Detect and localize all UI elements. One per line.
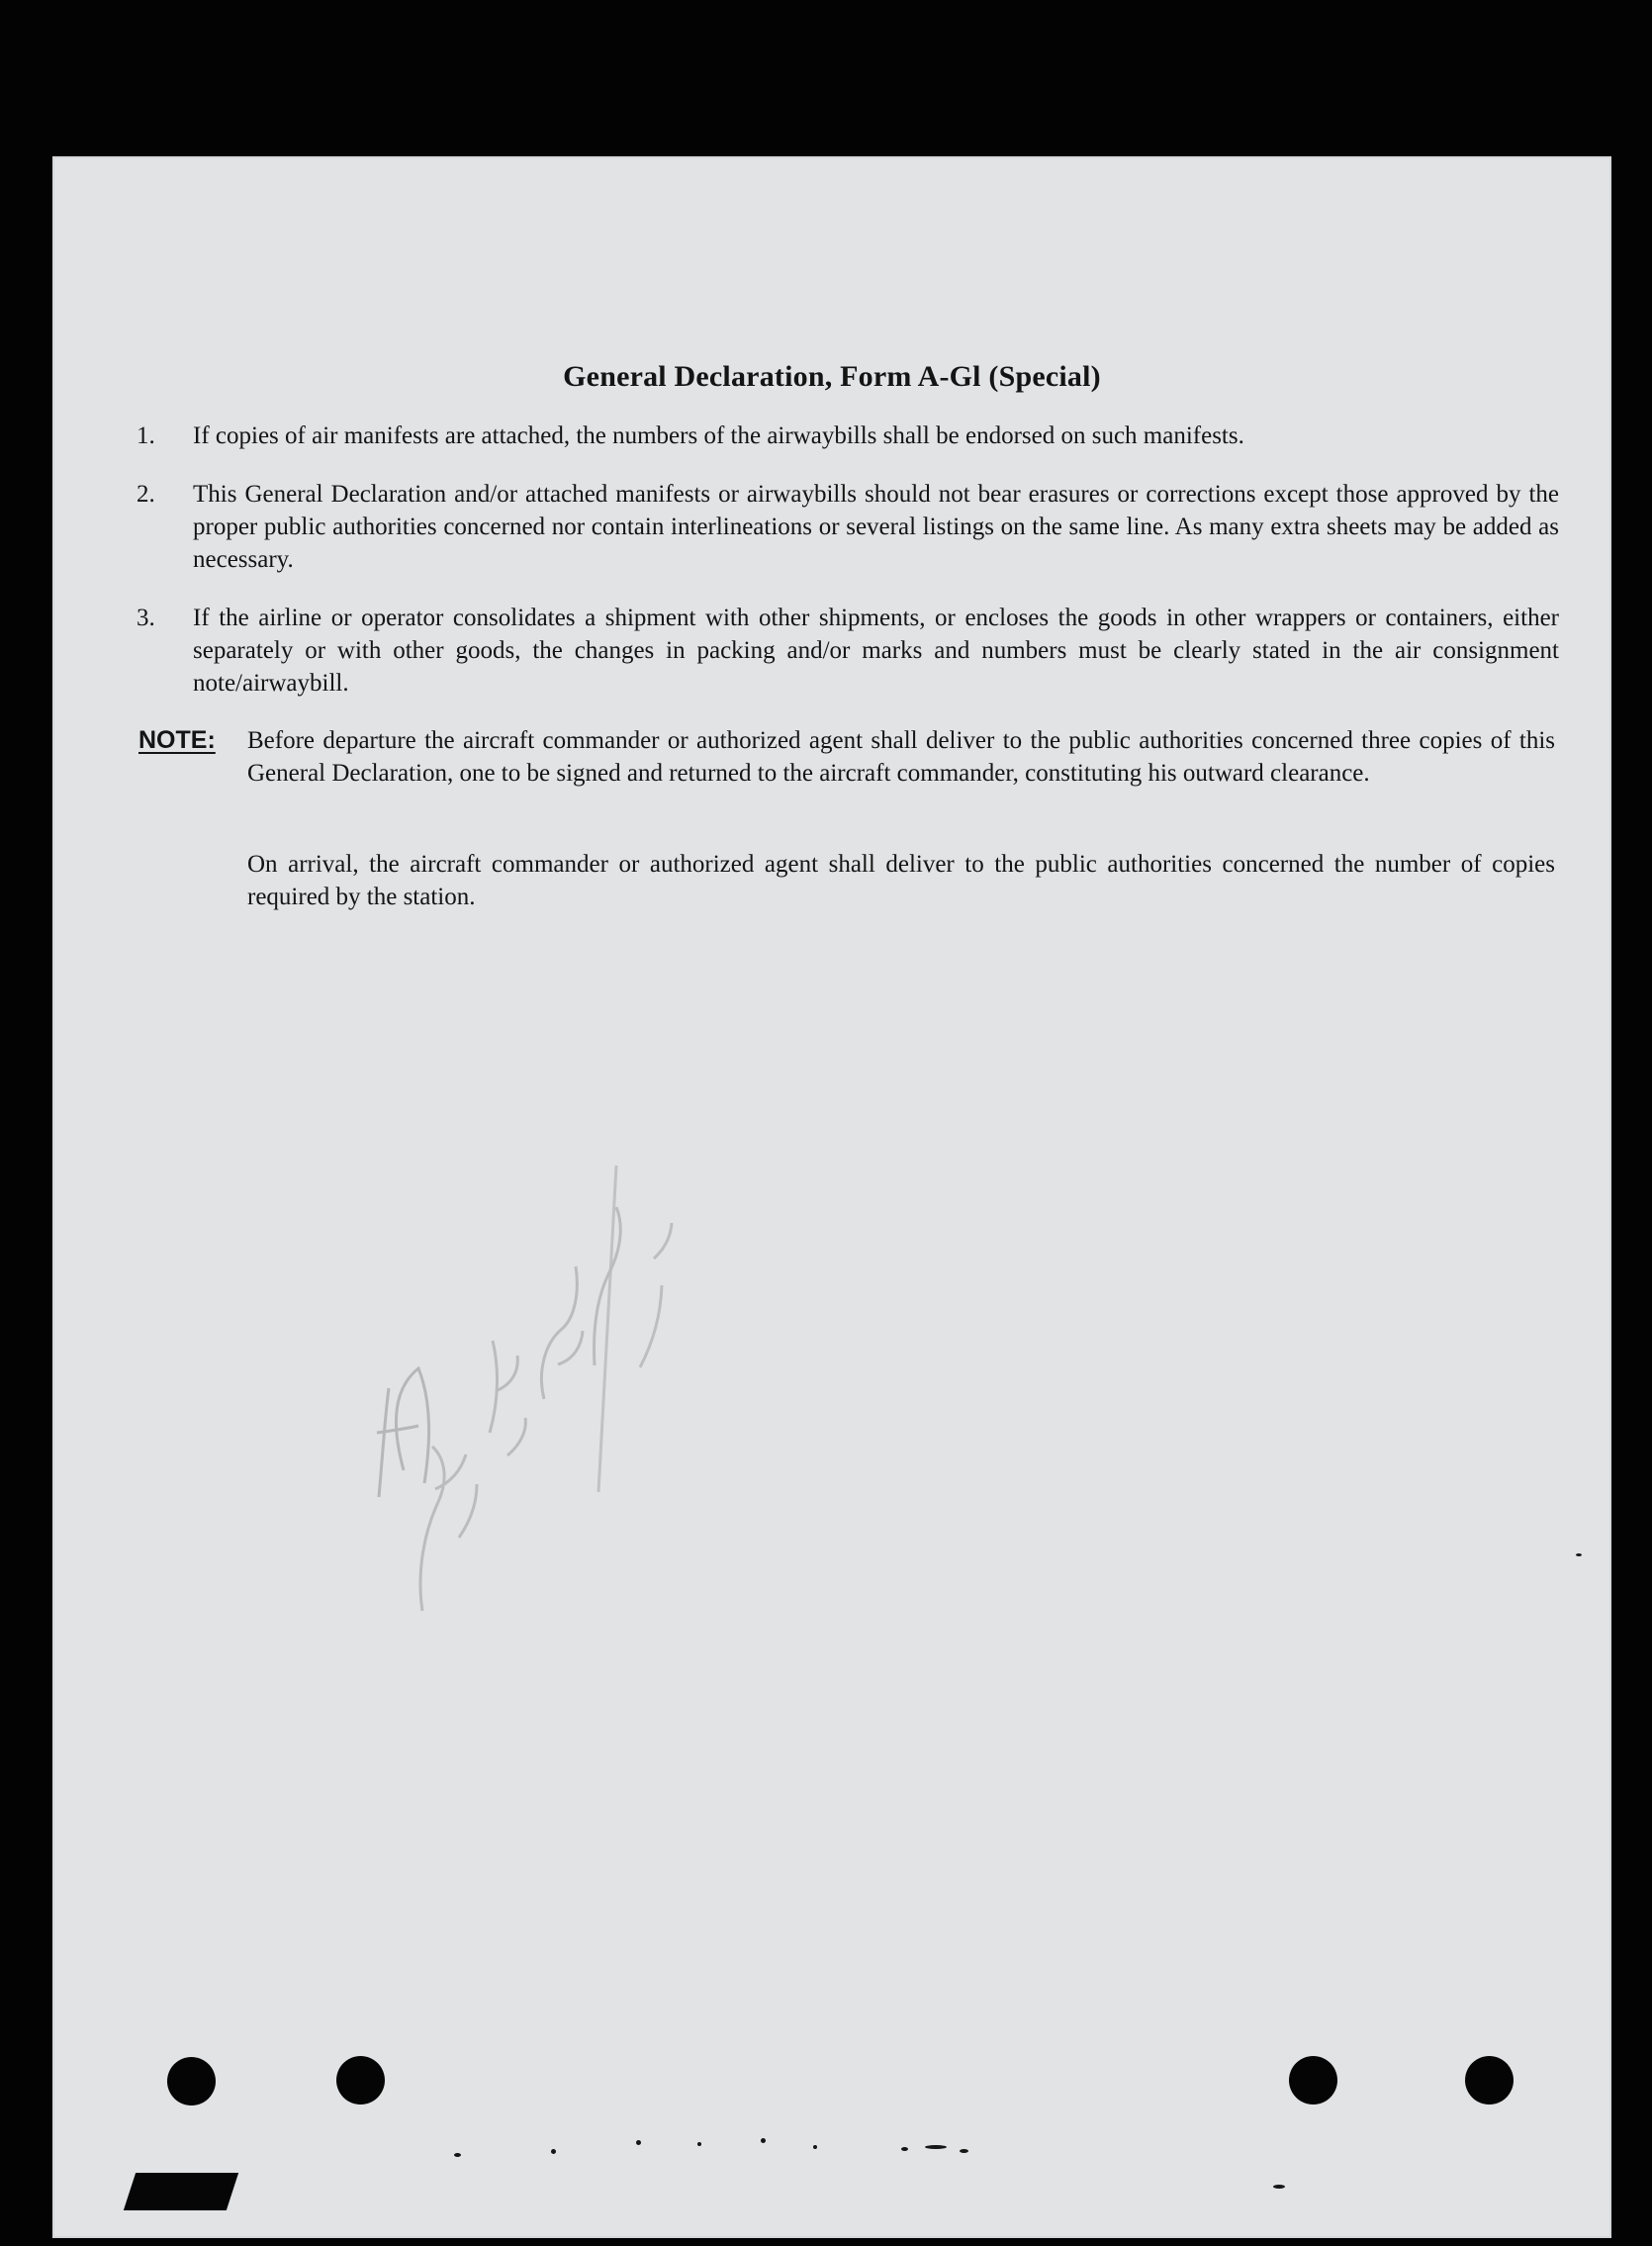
instruction-item-3 xyxy=(137,602,1559,701)
scan-speck xyxy=(925,2145,947,2149)
punch-hole-right-2 xyxy=(1465,2056,1514,2105)
handwritten-address-mark xyxy=(349,1156,695,1631)
instruction-item-2 xyxy=(137,478,1559,577)
instruction-text-2: This General Declaration and/or attached manifests or airwaybills should not bear erasures or corrections except those approved by the proper public authorities concerned nor contain interlineations or several listings on the same line. As many extra sheets may be added as necessary. xyxy=(193,481,1559,573)
punch-hole-left-2 xyxy=(336,2056,385,2105)
punch-hole-right-1 xyxy=(1289,2056,1337,2105)
scan-speck xyxy=(636,2140,641,2145)
instruction-item-1 xyxy=(137,420,1559,453)
note-arrival-paragraph: On arrival, the aircraft commander or authorized agent shall deliver to the public authorities concerned the number of copies required by the station. xyxy=(247,851,1555,910)
instruction-number-3: 3. xyxy=(137,605,155,631)
punch-hole-left-1 xyxy=(167,2057,216,2106)
instruction-text-1: If copies of air manifests are attached, the numbers of the airwaybills shall be endorsed on such manifests. xyxy=(193,422,1244,449)
scan-speck xyxy=(551,2149,556,2154)
instruction-number-2: 2. xyxy=(137,481,155,508)
instruction-text-3: If the airline or operator consolidates a shipment with other shipments, or encloses the goods in other wrappers or containers, either separately or with other goods, the changes in packing and/or marks and numbers must be clearly stated in the air consignment note/airwaybill. xyxy=(193,605,1559,697)
document-page xyxy=(52,156,1611,2238)
scan-speck xyxy=(901,2147,908,2151)
instruction-number-1: 1. xyxy=(137,422,155,449)
scan-speck xyxy=(813,2145,817,2149)
scan-speck xyxy=(1576,1553,1582,1556)
scan-speck xyxy=(454,2153,461,2157)
note-label: NOTE: xyxy=(138,726,216,754)
note-departure-paragraph: Before departure the aircraft commander or authorized agent shall deliver to the public authorities concerned three copies of this General Declaration, one to be signed and returned to the aircraft commander, constituting his outward clearance. xyxy=(247,727,1555,787)
form-title: General Declaration, Form A-Gl (Special) xyxy=(563,360,1101,394)
bottom-black-tape xyxy=(124,2173,238,2210)
scan-speck xyxy=(697,2142,701,2146)
scan-speck xyxy=(761,2138,766,2143)
scan-speck xyxy=(960,2149,968,2153)
scan-speck xyxy=(1273,2185,1285,2189)
